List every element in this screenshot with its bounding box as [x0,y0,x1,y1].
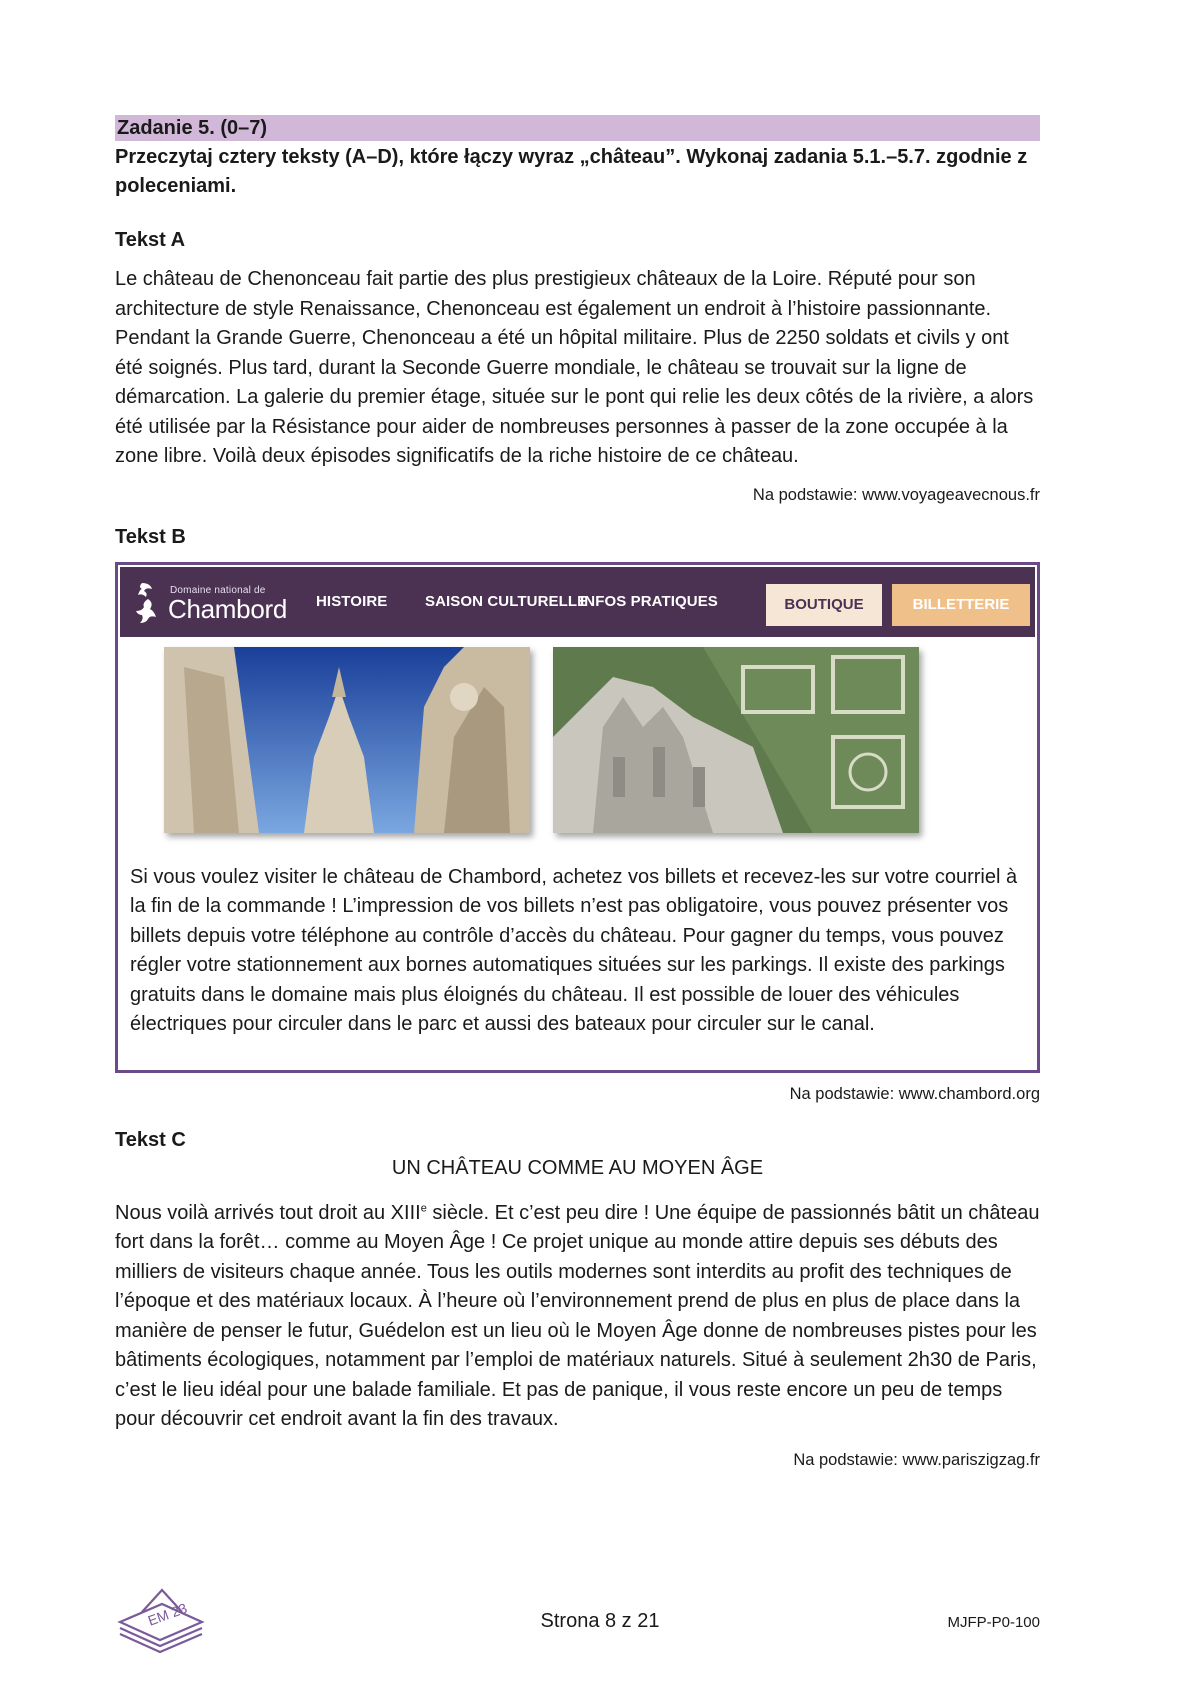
nav-infos-pratiques[interactable]: INFOS PRATIQUES [580,593,718,610]
text-c-title: Tekst C [115,1128,186,1151]
billetterie-button[interactable]: BILLETTERIE [892,584,1030,626]
text-a-source: Na podstawie: www.voyageavecnous.fr [752,485,1040,504]
text-a-title: Tekst A [115,229,186,251]
chambord-website-frame [115,562,1040,1073]
logo-text: EM 23 [145,1599,190,1629]
site-navbar [120,567,1035,637]
boutique-button[interactable]: BOUTIQUE [766,584,882,626]
exam-code: MJFP-P0-100 [947,1614,1040,1631]
task-title: Zadanie 5. (0–7) [115,115,1040,141]
chambord-logo[interactable] [134,577,306,629]
text-b-body: Si vous voulez visiter le château de Chambord, achetez vos billets et recevez-les sur votre courriel à la fin de la commande ! L’impression de vos billets n’est pas obligatoire, vous pouvez présenter vos billets depuis votre téléphone au contrôle d’accès du château. Pour gagner du temps, vous pouvez régler votre stationnement aux bornes automatiques situées sur les parkings. Il existe des parkings gratuits dans le domaine mais plus éloignés du château. Il est possible de louer des véhicules électriques pour circuler dans le parc et aussi des bateaux pour circuler sur le canal. [130,865,1018,1035]
task-instruction: Przeczytaj cztery teksty (A–D), które łączy wyraz „château”. Wykonaj zadania 5.1.–5.7. zgodnie z poleceniami. [115,146,1028,197]
page-footer [0,1582,1200,1662]
salamander-icon [134,579,162,627]
text-b-title: Tekst B [115,525,186,548]
text-c-body [115,1199,1040,1435]
text-c-body-rest: siècle. Et c’est peu dire ! Une équipe de passionnés bâtit un château fort dans la forêt… comme au Moyen Âge ! Ce projet unique au monde attire depuis ses débuts des milliers de visiteurs chaque année. Tous les outils modernes sont interdits au profit des techniques de l’époque et des matériaux locaux. À l’heure où l’environnement prend de plus en plus de place dans la manière de penser le futur, Guédelon est un lieu où le Moyen Âge donne de nombreuses pistes pour les bâtiments écologiques, notamment par l’emploi de matériaux naturels. Situé à seulement 2h30 de Paris, c’est le lieu idéal pour une balade familiale. Et pas de panique, il vous reste encore un peu de temps pour découvrir cet endroit avant la fin des travaux. [115,1201,1040,1430]
logo-small-text: Domaine national de [170,584,266,596]
logo-big-text: Chambord [168,593,287,624]
nav-saison-culturelle[interactable]: SAISON CULTURELLE [425,593,588,610]
text-b-source: Na podstawie: www.chambord.org [789,1084,1040,1103]
exam-page [115,115,1040,1471]
text-c-source: Na podstawie: www.pariszigzag.fr [793,1450,1040,1469]
page-number: Strona 8 z 21 [540,1610,660,1632]
photo-row [120,647,1035,847]
text-c-heading: UN CHÂTEAU COMME AU MOYEN ÂGE [391,1156,764,1179]
text-c-superscript: e [420,1201,427,1214]
text-a-body: Le château de Chenonceau fait partie des plus prestigieux châteaux de la Loire. Réputé pour son architecture de style Renaissance, Chenonceau est également un endroit à l’histoire passionnante. Pendant la Grande Guerre, Chenonceau a été un hôpital militaire. Plus de 2250 soldats et civils y ont été soignés. Plus tard, durant la Seconde Guerre mondiale, le château se trouvait sur la ligne de démarcation. La galerie du premier étage, située sur le pont qui relie les deux côtés de la rivière, a alors été utilisée par la Résistance pour aider de nombreuses personnes à passer de la zone occupée à la zone libre. Voilà deux épisodes significatifs de la riche histoire de ce château. [115,268,1034,467]
chateau-aerial-photo [553,647,919,833]
chateau-towers-photo [164,647,530,833]
nav-histoire[interactable]: HISTOIRE [316,593,388,610]
text-c-body-start: Nous voilà arrivés tout droit au XIII [115,1201,421,1224]
